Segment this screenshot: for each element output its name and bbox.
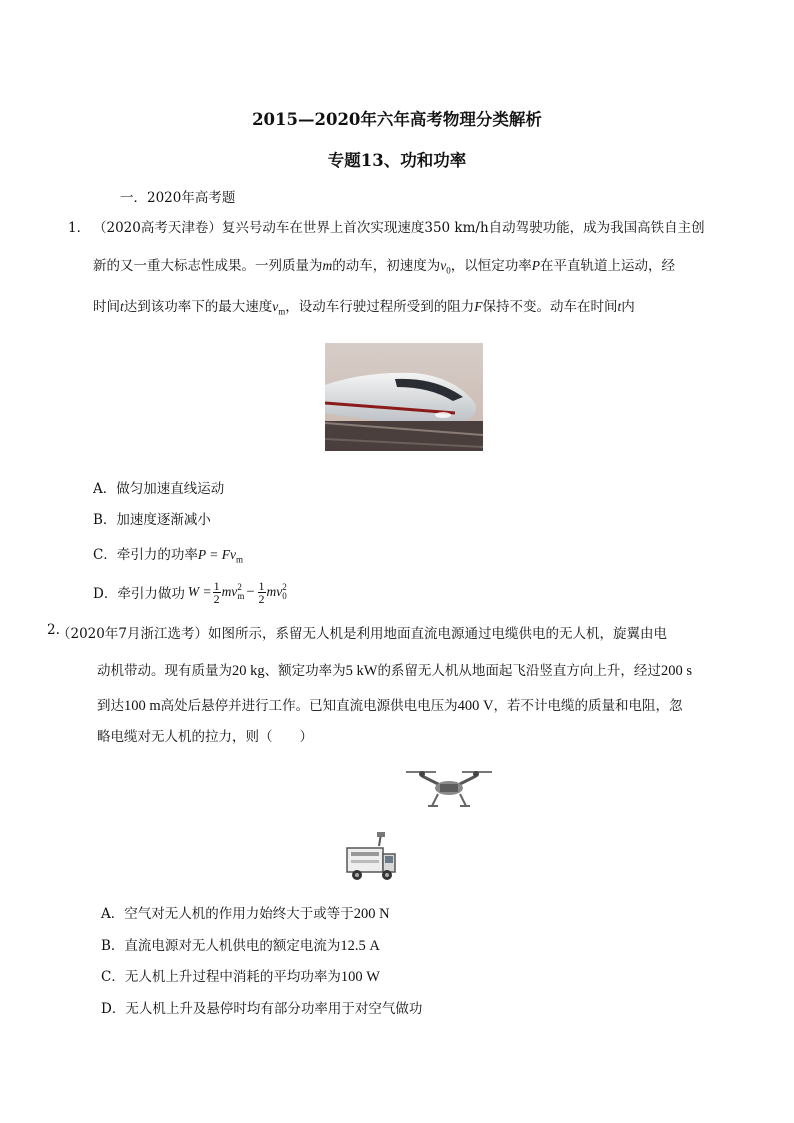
question-text-line: （2020年7月浙江选考）如图所示，系留无人机是利用地面直流电源通过电缆供电的无人机，旋翼由电 bbox=[57, 626, 667, 642]
section-heading: 一．2020年高考题 bbox=[120, 190, 236, 206]
ground-power-truck-image bbox=[343, 832, 399, 884]
question-text-line: 时间t达到该功率下的最大速度$v_m$，设动车行驶过程所受到的阻力F保持不变。动车在时间t内 bbox=[93, 299, 635, 317]
question-text-line: 略电缆对无人机的拉力，则（ ） bbox=[97, 729, 313, 745]
question-text-line: 动机带动。现有质量为20 kg、额定功率为5 kW的系留无人机从地面起飞沿竖直方向上升，经过200 s bbox=[97, 663, 692, 679]
fraction-half: $\frac{1}{2}$ bbox=[213, 578, 220, 606]
fraction-half: $\frac{1}{2}$ bbox=[258, 578, 265, 606]
option-a: A．做匀加速直线运动 bbox=[93, 481, 225, 497]
question-text-line: 到达100 m高处后悬停并进行工作。已知直流电源供电电压为400 V，若不计电缆的质量和电阻，忽 bbox=[97, 698, 683, 714]
option-c: C．牵引力的功率$P = Fv_m$ bbox=[93, 547, 243, 565]
option-c: C．无人机上升过程中消耗的平均功率为100 W bbox=[101, 969, 380, 985]
drone-image bbox=[402, 762, 496, 812]
question-text-line: （2020高考天津卷）复兴号动车在世界上首次实现速度350 km/h自动驾驶功能，成为我国高铁自主创 bbox=[93, 220, 705, 236]
option-d: D．无人机上升及悬停时均有部分功率用于对空气做功 bbox=[101, 1001, 423, 1017]
option-a: A．空气对无人机的作用力始终大于或等于200 N bbox=[101, 906, 390, 922]
train-image bbox=[325, 343, 483, 451]
page-subtitle: 专题13、功和功率 bbox=[327, 151, 467, 170]
option-b: B．加速度逐渐减小 bbox=[93, 512, 211, 528]
option-b: B．直流电源对无人机供电的额定电流为12.5 A bbox=[101, 938, 380, 954]
question-number: 2. bbox=[47, 622, 60, 638]
page-title: 2015—2020年六年高考物理分类解析 bbox=[252, 110, 542, 129]
question-text-line: 新的又一重大标志性成果。一列质量为m的动车，初速度为$v_0$，以恒定功率P在平直轨道上运动，经 bbox=[93, 258, 675, 276]
question-number: 1． bbox=[68, 220, 91, 236]
option-d: D．牵引力做功 W = $\frac{1}{2}$ mv 2 m − $\frac{1}{2}$ mv 2 0 bbox=[93, 578, 287, 606]
